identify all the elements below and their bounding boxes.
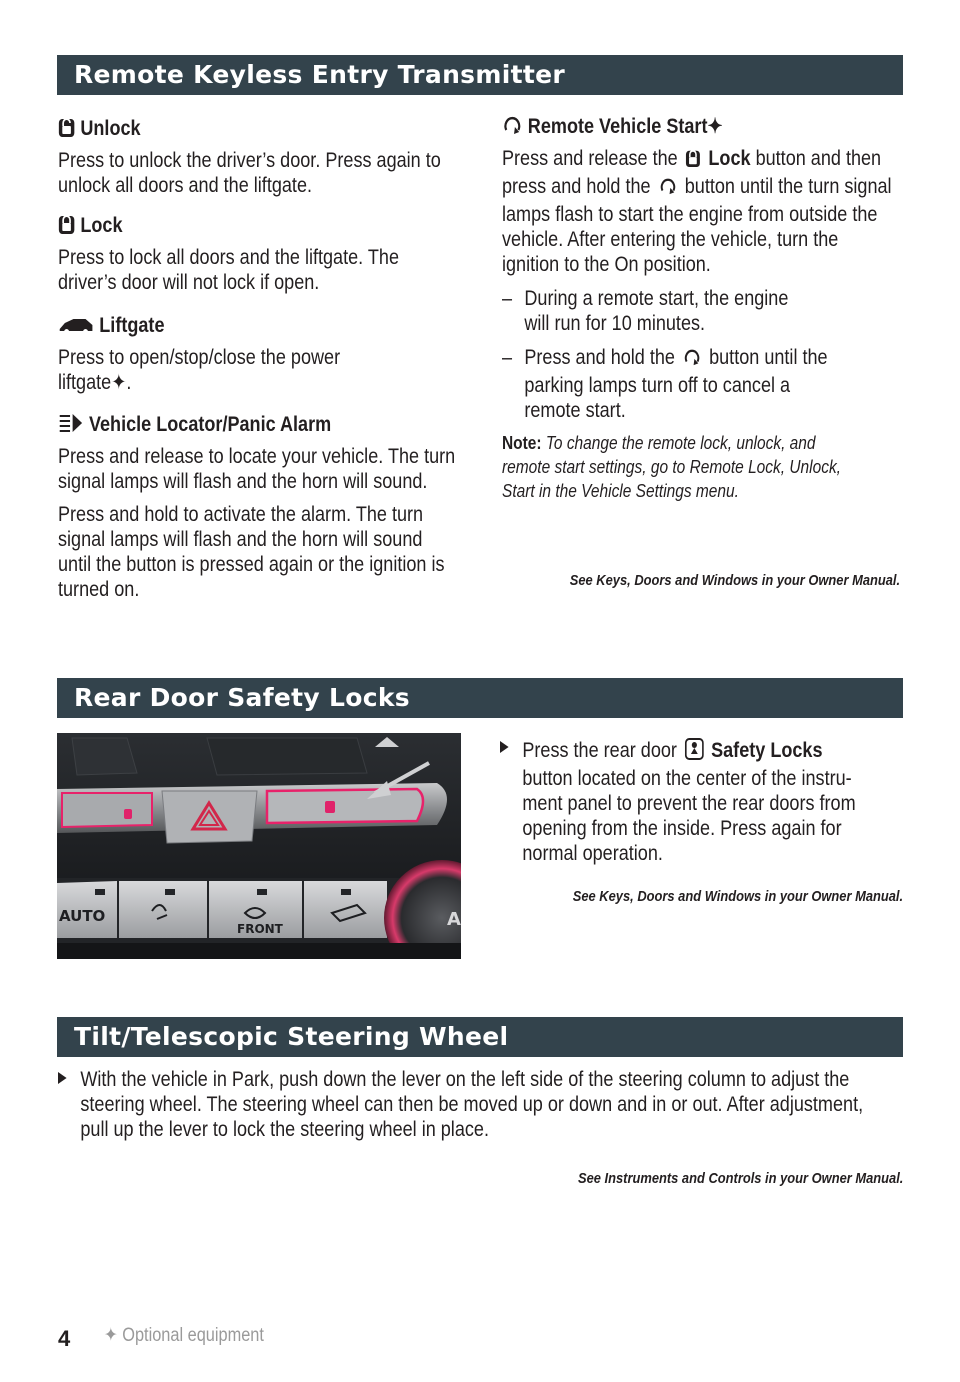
optional-equipment-note: ✦ Optional equipment xyxy=(104,1325,264,1346)
steering-owner-manual-ref: See Instruments and Controls in your Owner Manual. xyxy=(577,1170,903,1187)
rke-right-column xyxy=(502,114,899,503)
liftgate-text: Press to open/stop/close the power liftgate✦. xyxy=(58,346,341,394)
rear-lock-text-b: button located on the center of the instru-ment panel to prevent the rear doors from opening from the inside. Press again for normal operation. xyxy=(522,767,856,865)
section-header-steering: Tilt/Telescopic Steering Wheel xyxy=(57,1017,903,1057)
unlock-icon xyxy=(58,116,75,144)
rear-lock-text-a: Press the rear door xyxy=(522,739,677,762)
photo-auto-label: AUTO xyxy=(59,907,106,925)
dash: – xyxy=(502,346,513,369)
section-header-rear-locks: Rear Door Safety Locks xyxy=(57,678,903,718)
locator-title: Vehicle Locator/Panic Alarm xyxy=(88,413,332,436)
rke-left-column xyxy=(58,116,458,602)
unlock-heading xyxy=(58,116,458,144)
remote-start-icon xyxy=(683,347,702,373)
lock-icon xyxy=(685,148,700,174)
liftgate-title: Liftgate xyxy=(99,314,165,337)
locator-text-1: Press and release to locate your vehicle. The turn signal lamps will flash and the horn will sound. xyxy=(58,445,456,493)
lock-heading xyxy=(58,213,458,241)
unlock-title: Unlock xyxy=(80,117,141,140)
lock-text: Press to lock all doors and the liftgate. The driver’s door will not lock if open. xyxy=(58,246,399,294)
rke-owner-manual-ref: See Keys, Doors and Windows in your Owner Manual. xyxy=(569,572,900,589)
photo-a-label: A xyxy=(447,909,461,930)
safety-locks-label: Safety Locks xyxy=(711,739,823,762)
remote-start-lock-word: Lock xyxy=(708,147,751,170)
remote-start-icon xyxy=(502,114,523,142)
remote-start-text-c: button until the turn signal lamps flash to start the engine from outside the vehicle. After entering the vehicle, turn the ignition to the On position. xyxy=(502,175,892,276)
remote-start-icon xyxy=(658,176,677,202)
lock-icon xyxy=(58,213,75,241)
remote-start-text xyxy=(502,146,899,277)
photo-front-label: FRONT xyxy=(237,922,283,936)
dash: – xyxy=(502,287,513,310)
liftgate-heading xyxy=(58,313,458,341)
bullet-arrow-icon xyxy=(58,1072,67,1084)
bullet-2-text-b: button until the parking lamps turn off to cancel a remote start. xyxy=(524,346,828,422)
locator-heading xyxy=(58,412,458,440)
bullet-1-text: During a remote start, the engine will run for 10 minutes. xyxy=(524,287,789,335)
steering-text: With the vehicle in Park, push down the lever on the left side of the steering column to adjust the steering wheel. The steering wheel can then be moved up or down and in or out. After adjustment, pull up the lever to lock the steering wheel in place. xyxy=(80,1068,864,1141)
remote-start-text-b: button and then press and hold the xyxy=(502,147,882,198)
remote-start-heading xyxy=(502,114,899,142)
lock-title: Lock xyxy=(80,214,123,237)
bullet-arrow-icon xyxy=(500,741,509,753)
unlock-text: Press to unlock the driver’s door. Press again to unlock all doors and the liftgate. xyxy=(58,149,441,197)
page-number: 4 xyxy=(58,1326,71,1351)
remote-start-text-a: Press and release the xyxy=(502,147,678,170)
locator-text-2: Press and hold to activate the alarm. The turn signal lamps will flash and the horn will sound until the button is pressed again or the ignition is turned on. xyxy=(58,503,445,601)
steering-text-block xyxy=(58,1067,905,1142)
remote-start-title: Remote Vehicle Start✦ xyxy=(527,115,723,138)
bullet-2-text-a: Press and hold the xyxy=(524,346,675,369)
rear-lock-text xyxy=(522,736,870,866)
remote-start-bullet-2 xyxy=(502,345,899,423)
rear-lock-photo xyxy=(57,733,461,959)
liftgate-icon xyxy=(58,316,94,341)
remote-start-note xyxy=(502,431,863,503)
vehicle-locator-icon xyxy=(58,412,84,440)
rear-lock-text-block xyxy=(500,736,897,866)
remote-start-bullet-1 xyxy=(502,286,899,336)
child-lock-icon xyxy=(685,736,704,766)
rear-owner-manual-ref: See Keys, Doors and Windows in your Owner Manual. xyxy=(572,888,903,905)
section-header-rke: Remote Keyless Entry Transmitter xyxy=(57,55,903,95)
note-text: To change the remote lock, unlock, and remote start settings, go to Remote Lock, Unlock, Start in the Vehicle Settings menu. xyxy=(502,433,841,501)
note-label: Note: xyxy=(502,433,542,453)
